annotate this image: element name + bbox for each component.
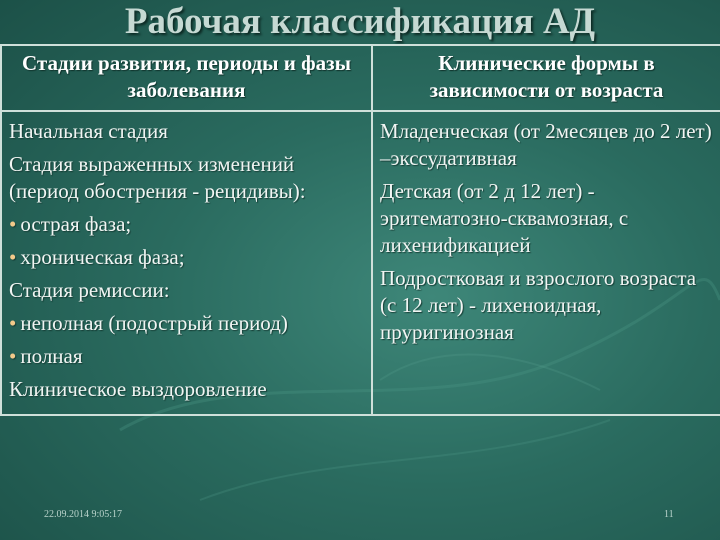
slide-title: Рабочая классификация АД [124, 1, 596, 42]
slide-date: 22.09.2014 9:05:17 [44, 509, 123, 520]
stage-item [9, 118, 365, 145]
table-header-row [1, 45, 720, 111]
clinical-forms-cell [372, 111, 720, 415]
phase-item-text: хроническая фаза; [20, 245, 185, 269]
phase-bullet-item [9, 310, 365, 337]
stages-cell [1, 111, 372, 415]
bullet-icon: • [9, 311, 17, 335]
stage-item-text: Начальная стадия [9, 119, 168, 143]
stage-item [9, 151, 365, 205]
bullet-icon: • [9, 212, 17, 236]
phase-bullet-item [9, 343, 365, 370]
phase-bullet-item [9, 211, 365, 238]
phase-bullet-item [9, 244, 365, 271]
stage-item-text: Стадия ремиссии: [9, 278, 170, 302]
phase-item-text: полная [20, 344, 83, 368]
slide-page-number: 11 [664, 509, 674, 520]
classification-table [0, 44, 720, 416]
clinical-form-item: Подростковая и взрослого возраста (с 12 лет) - лихеноидная, пруригинозная [380, 266, 697, 344]
stage-item [9, 277, 365, 304]
phase-item-text: неполная (подострый период) [20, 311, 288, 335]
stage-item-text: Клиническое выздоровление [9, 377, 267, 401]
header-stages: Стадии развития, периоды и фазы заболевания [1, 45, 372, 111]
stage-item-text: Стадия выраженных изменений (период обострения - рецидивы): [9, 152, 306, 203]
phase-item-text: острая фаза; [20, 212, 132, 236]
header-clinical-forms: Клинические формы в зависимости от возраста [372, 45, 720, 111]
clinical-form-item: Младенческая (от 2месяцев до 2 лет) –экссудативная [380, 119, 712, 170]
table-row [1, 111, 720, 415]
bullet-icon: • [9, 344, 17, 368]
stage-item [9, 376, 365, 403]
bullet-icon: • [9, 245, 17, 269]
clinical-form-item: Детская (от 2 д 12 лет) - эритематозно-сквамозная, с лихенификацией [380, 179, 629, 257]
